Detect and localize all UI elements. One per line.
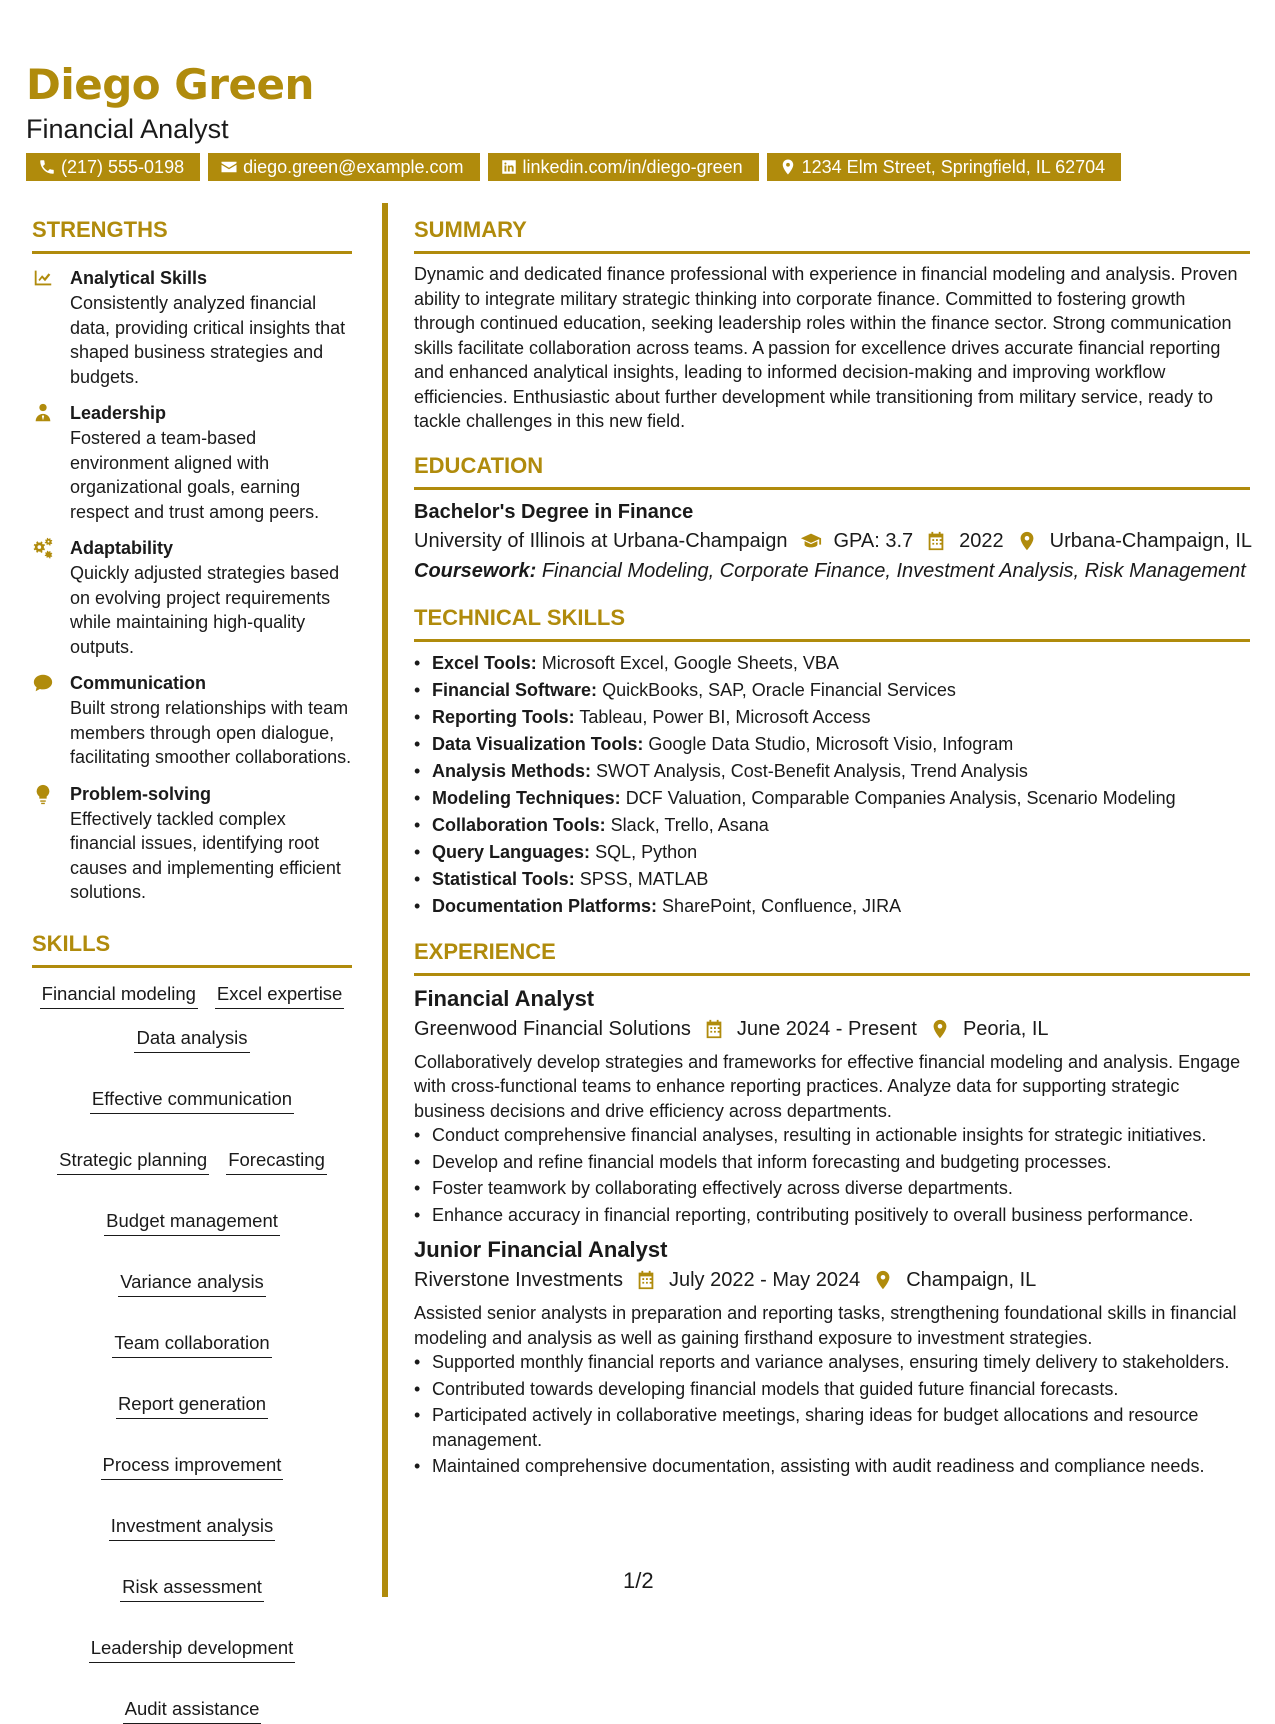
- skill-tag: Budget management: [104, 1209, 280, 1236]
- page-number: 1/2: [623, 1568, 654, 1593]
- list-item: • Participated actively in collaborative meetings, sharing ideas for budget allocations and resource management.: [414, 1403, 1250, 1452]
- education-degree: Bachelor's Degree in Finance: [414, 500, 694, 523]
- tech-skill-label: Data Visualization Tools:: [432, 733, 644, 754]
- contact-address-text: 1234 Elm Street, Springfield, IL 62704: [801, 156, 1106, 177]
- job-description: Collaboratively develop strategies and frameworks for effective financial modeling and analysis. Engage with cross-functional teams to enhance reporting practices. Analyze data for supporting strategic business decisions and drive efficiency across departments.: [414, 1051, 1241, 1121]
- list-item: • Maintained comprehensive documentation, assisting with audit readiness and compliance needs.: [414, 1454, 1250, 1479]
- envelope-icon: [220, 158, 238, 176]
- tech-skill-label: Documentation Platforms:: [432, 895, 658, 916]
- job-bullets: [414, 1123, 1250, 1227]
- list-item: • Develop and refine financial models that inform forecasting and budgeting processes.: [414, 1150, 1250, 1175]
- location-pin-icon: [929, 1018, 951, 1040]
- candidate-name: Diego Green: [26, 60, 314, 109]
- strength-item: [32, 536, 352, 659]
- job-entry: [414, 1235, 1250, 1479]
- lightbulb-icon: [32, 783, 54, 805]
- education-gpa: GPA: 3.7: [833, 529, 914, 552]
- job-company: Greenwood Financial Solutions: [414, 1017, 691, 1040]
- contact-email-text: diego.green@example.com: [243, 156, 464, 177]
- job-meta: [414, 1265, 1250, 1295]
- contact-linkedin-text: linkedin.com/in/diego-green: [522, 156, 743, 177]
- tech-skill-value: QuickBooks, SAP, Oracle Financial Services: [602, 679, 956, 700]
- skill-tag: Excel expertise: [215, 982, 344, 1009]
- resume-header: [26, 60, 314, 146]
- location-pin-icon: [1016, 530, 1038, 552]
- technical-skills-list: [414, 650, 1250, 920]
- list-item: [414, 785, 1250, 812]
- list-item: [414, 893, 1250, 920]
- skill-tag: Investment analysis: [109, 1514, 275, 1541]
- job-company: Riverstone Investments: [414, 1269, 623, 1291]
- strength-title: Leadership: [70, 403, 167, 423]
- education-heading: EDUCATION: [414, 452, 544, 478]
- list-item: • Supported monthly financial reports and variance analyses, ensuring timely delivery to stakeholders.: [414, 1350, 1250, 1375]
- contact-phone[interactable]: [26, 153, 200, 181]
- strength-desc: Consistently analyzed financial data, providing critical insights that shaped business strategies and budgets.: [70, 293, 346, 387]
- skill-tag: Audit assistance: [123, 1697, 262, 1724]
- tech-skill-label: Collaboration Tools:: [432, 814, 606, 835]
- strength-title: Problem-solving: [70, 783, 212, 804]
- chart-line-icon: [32, 267, 54, 289]
- list-item: [414, 677, 1250, 704]
- location-pin-icon: [779, 158, 797, 176]
- summary-heading: SUMMARY: [414, 217, 527, 242]
- tech-skill-label: Financial Software:: [432, 679, 598, 700]
- strength-desc: Quickly adjusted strategies based on evolving project requirements while maintaining high-quality outputs.: [70, 563, 340, 657]
- experience-heading: EXPERIENCE: [414, 938, 556, 964]
- tech-skill-value: Tableau, Power BI, Microsoft Access: [579, 706, 871, 727]
- tech-skill-label: Excel Tools:: [432, 652, 537, 673]
- job-meta: [414, 1014, 1250, 1044]
- list-item: • Enhance accuracy in financial reporting, contributing positively to overall business performance.: [414, 1203, 1250, 1228]
- education-location: Urbana-Champaign, IL: [1049, 529, 1253, 552]
- tech-skill-value: SWOT Analysis, Cost-Benefit Analysis, Trend Analysis: [596, 760, 1028, 781]
- strength-item: [32, 782, 352, 905]
- section-rule: [414, 973, 1250, 976]
- strength-title: Analytical Skills: [70, 268, 208, 288]
- education-year: 2022: [959, 529, 1004, 552]
- contact-email[interactable]: [208, 153, 479, 181]
- skills-heading: SKILLS: [32, 930, 111, 956]
- coursework-list: Financial Modeling, Corporate Finance, Investment Analysis, Risk Management: [541, 559, 1246, 582]
- tech-skill-value: DCF Valuation, Comparable Companies Analysis, Scenario Modeling: [625, 787, 1176, 808]
- tech-skill-value: Slack, Trello, Asana: [610, 814, 769, 835]
- strength-desc: Effectively tackled complex financial issues, identifying root causes and implementing efficient solutions.: [70, 808, 341, 902]
- list-item: [414, 650, 1250, 677]
- coursework-label: Coursework:: [414, 559, 537, 582]
- calendar-icon: [925, 530, 947, 552]
- section-rule: [32, 965, 352, 968]
- contact-address: [767, 153, 1122, 181]
- job-bullets: [414, 1350, 1250, 1479]
- education-school: University of Illinois at Urbana-Champaign: [414, 529, 788, 552]
- section-rule: [414, 251, 1250, 254]
- strength-desc: Built strong relationships with team members through open dialogue, facilitating smoother collaborations.: [70, 698, 352, 767]
- education-coursework: [414, 556, 1250, 586]
- job-location: Peoria, IL: [962, 1017, 1049, 1040]
- list-item: [414, 731, 1250, 758]
- gears-icon: [32, 537, 54, 559]
- left-column: [32, 216, 352, 1724]
- phone-icon: [38, 158, 56, 176]
- user-tie-icon: [32, 402, 54, 424]
- list-item: • Conduct comprehensive financial analyses, resulting in actionable insights for strategic initiatives.: [414, 1123, 1250, 1148]
- skill-tag: Effective communication: [90, 1087, 294, 1114]
- job-dates: June 2024 - Present: [736, 1017, 917, 1040]
- tech-skill-label: Analysis Methods:: [432, 760, 592, 781]
- column-divider: [382, 203, 388, 1597]
- job-title: Financial Analyst: [414, 985, 595, 1011]
- calendar-icon: [703, 1018, 725, 1040]
- job-description: Assisted senior analysts in preparation and reporting tasks, strengthening foundational skills in financial modeling and analysis as well as gaining firsthand exposure to investment strategies.: [414, 1303, 1237, 1348]
- section-rule: [32, 251, 352, 254]
- strength-title: Adaptability: [70, 538, 174, 558]
- education-meta: [414, 526, 1253, 556]
- graduation-cap-icon: [800, 530, 822, 552]
- list-item: • Contributed towards developing financial models that guided future financial forecasts.: [414, 1377, 1250, 1402]
- summary-text: Dynamic and dedicated finance professional with experience in financial modeling and analysis. Proven ability to integrate military strategic thinking into corporate finance. Committed to fostering growth through continued education, seeking leadership roles within the finance sector. Strong communication skills facilitate collaboration across teams. A passion for excellence drives accurate financial reporting and enhanced analytical insights, leading to informed decision-making and improving workflow efficiencies. Enthusiastic about further development while transitioning from military service, ready to tackle challenges in this new field.: [414, 264, 1238, 431]
- list-item: [414, 866, 1250, 893]
- tech-skill-value: SQL, Python: [595, 841, 698, 862]
- skill-tag: Process improvement: [101, 1453, 284, 1480]
- candidate-title: Financial Analyst: [26, 114, 229, 144]
- strength-title: Communication: [70, 673, 207, 693]
- strengths-heading: STRENGTHS: [32, 217, 168, 242]
- tech-skill-label: Query Languages:: [432, 841, 591, 862]
- tech-skill-value: SPSS, MATLAB: [579, 868, 709, 889]
- list-item: [414, 839, 1250, 866]
- calendar-icon: [635, 1269, 657, 1291]
- section-rule: [414, 487, 1250, 490]
- skill-tag: Report generation: [116, 1392, 268, 1419]
- job-title: Junior Financial Analyst: [414, 1237, 668, 1262]
- technical-skills-heading: TECHNICAL SKILLS: [414, 604, 626, 630]
- contact-bar: [26, 153, 1121, 181]
- tech-skill-label: Statistical Tools:: [432, 868, 575, 889]
- strength-item: [32, 401, 352, 524]
- list-item: • Foster teamwork by collaborating effectively across diverse departments.: [414, 1176, 1250, 1201]
- job-location: Champaign, IL: [906, 1269, 1037, 1291]
- job-entry: [414, 984, 1250, 1228]
- tech-skill-value: Microsoft Excel, Google Sheets, VBA: [541, 652, 839, 673]
- tech-skill-label: Modeling Techniques:: [432, 787, 621, 808]
- skill-tag: Data analysis: [134, 1026, 249, 1053]
- location-pin-icon: [872, 1269, 894, 1291]
- skill-tag: Leadership development: [89, 1636, 296, 1663]
- strength-item: [32, 266, 352, 389]
- skill-tag: Team collaboration: [112, 1331, 271, 1358]
- list-item: [414, 704, 1250, 731]
- skill-tag: Strategic planning: [57, 1148, 209, 1175]
- skill-tag: Financial modeling: [40, 982, 198, 1009]
- job-dates: July 2022 - May 2024: [668, 1269, 861, 1291]
- tech-skill-label: Reporting Tools:: [432, 706, 575, 727]
- right-column: [414, 216, 1253, 1481]
- strength-desc: Fostered a team-based environment aligned with organizational goals, earning respect and trust among peers.: [70, 428, 320, 522]
- speech-bubble-icon: [32, 672, 54, 694]
- skills-list: [32, 982, 352, 1724]
- skill-tag: Variance analysis: [118, 1270, 266, 1297]
- skill-tag: Risk assessment: [120, 1575, 264, 1602]
- tech-skill-value: SharePoint, Confluence, JIRA: [662, 895, 902, 916]
- linkedin-icon: [500, 158, 518, 176]
- list-item: [414, 758, 1250, 785]
- contact-linkedin[interactable]: [488, 153, 759, 181]
- strength-item: [32, 671, 352, 770]
- contact-phone-text: (217) 555-0198: [61, 156, 185, 177]
- tech-skill-value: Google Data Studio, Microsoft Visio, Infogram: [648, 733, 1014, 754]
- skill-tag: Forecasting: [226, 1148, 327, 1175]
- list-item: [414, 812, 1250, 839]
- section-rule: [414, 639, 1250, 642]
